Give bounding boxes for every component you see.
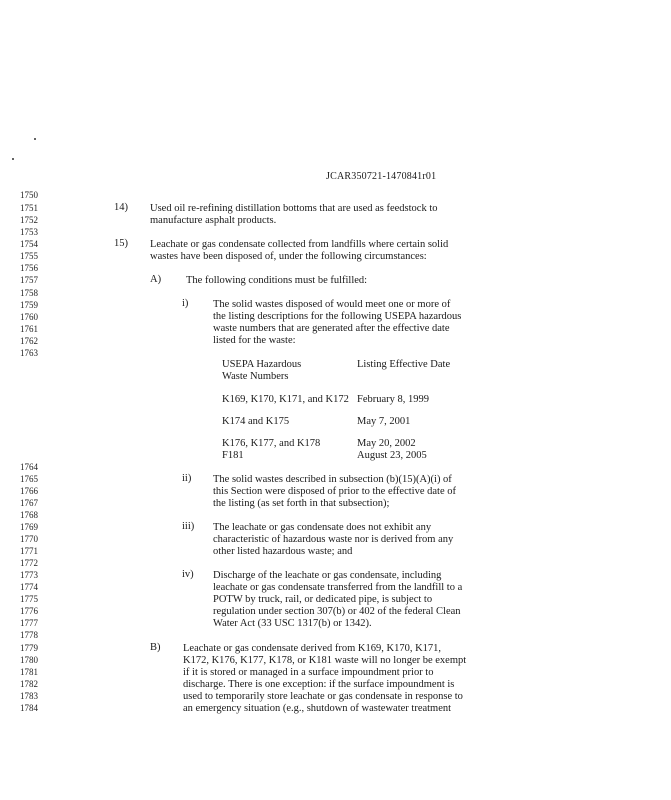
clause-text-iv-line-5: Water Act (33 USC 1317(b) or 1342).: [213, 618, 372, 629]
document-header: JCAR350721-1470841r01: [326, 171, 437, 182]
item-text-14-line-2: manufacture asphalt products.: [150, 215, 277, 226]
line-number: 1771: [20, 546, 38, 556]
subitem-label-B: B): [150, 642, 161, 653]
clause-text-ii-line-1: The solid wastes described in subsection (b)(15)(A)(i) of: [213, 474, 452, 485]
subitem-label-A: A): [150, 274, 162, 285]
line-number: 1752: [20, 215, 38, 225]
line-number: 1759: [20, 300, 38, 310]
line-number: 1776: [20, 606, 38, 616]
line-number: 1782: [20, 679, 38, 689]
clause-text-ii-line-3: the listing (as set forth in that subsection);: [213, 498, 390, 509]
subitem-text-A: The following conditions must be fulfilled:: [186, 275, 368, 286]
line-number: 1755: [20, 251, 38, 261]
clause-text-i-line-1: The solid wastes disposed of would meet one or more of: [213, 299, 451, 310]
clause-text-ii-line-2: this Section were disposed of prior to the effective date of: [213, 486, 456, 497]
clause-label-iii: iii): [182, 521, 195, 532]
line-number: 1772: [20, 558, 38, 568]
table-cell-codes: F181: [222, 450, 244, 461]
line-number: 1760: [20, 312, 38, 322]
clause-text-iv-line-1: Discharge of the leachate or gas condensate, including: [213, 570, 442, 581]
clause-text-iv-line-3: POTW by truck, rail, or dedicated pipe, is subject to: [213, 594, 433, 605]
clause-text-iii-line-3: other listed hazardous waste; and: [213, 546, 353, 557]
line-number: 1762: [20, 336, 38, 346]
subitem-text-B-line-5: used to temporarily store leachate or gas condensate in response to: [183, 691, 463, 702]
clause-text-i-line-2: the listing descriptions for the following USEPA hazardous: [213, 311, 462, 322]
table-cell-codes: K176, K177, and K178: [222, 438, 321, 449]
clause-text-iii-line-2: characteristic of hazardous waste nor is derived from any: [213, 534, 454, 545]
subitem-text-B-line-2: K172, K176, K177, K178, or K181 waste will no longer be exempt: [183, 655, 467, 666]
line-number: 1758: [20, 288, 38, 298]
clause-label-i: i): [182, 298, 189, 309]
line-number: 1781: [20, 667, 38, 677]
line-number: 1757: [20, 275, 38, 285]
line-number: 1775: [20, 594, 38, 604]
line-number: 1753: [20, 227, 38, 237]
table-cell-date: May 7, 2001: [357, 416, 411, 427]
subitem-text-B-line-6: an emergency situation (e.g., shutdown of wastewater treatment: [183, 703, 452, 714]
item-text-15-line-2: wastes have been disposed of, under the following circumstances:: [150, 251, 427, 262]
line-number: 1764: [20, 462, 38, 472]
clause-text-iv-line-4: regulation under section 307(b) or 402 of the federal Clean: [213, 606, 461, 617]
clause-text-i-line-3: waste numbers that are generated after the effective date: [213, 323, 450, 334]
item-label-14: 14): [114, 202, 128, 213]
clause-text-iv-line-2: leachate or gas condensate transferred from the landfill to a: [213, 582, 463, 593]
subitem-text-B-line-3: if it is stored or managed in a surface impoundment prior to: [183, 667, 434, 678]
line-number: 1777: [20, 618, 38, 628]
line-number: 1768: [20, 510, 38, 520]
line-number: 1767: [20, 498, 38, 508]
subitem-text-B-line-1: Leachate or gas condensate derived from K169, K170, K171,: [183, 643, 442, 654]
table-header-codes-line-2: Waste Numbers: [222, 371, 289, 382]
line-number: 1769: [20, 522, 38, 532]
scan-mark: [34, 138, 36, 140]
clause-text-iii-line-1: The leachate or gas condensate does not exhibit any: [213, 522, 432, 533]
line-number: 1765: [20, 474, 38, 484]
table-header-date: Listing Effective Date: [357, 359, 451, 370]
line-number: 1783: [20, 691, 38, 701]
line-number: 1770: [20, 534, 38, 544]
line-number: 1773: [20, 570, 38, 580]
clause-text-i-line-4: listed for the waste:: [213, 335, 296, 346]
line-number: 1761: [20, 324, 38, 334]
table-cell-date: August 23, 2005: [357, 450, 427, 461]
table-cell-date: May 20, 2002: [357, 438, 416, 449]
table-cell-codes: K169, K170, K171, and K172: [222, 394, 349, 405]
line-number: 1784: [20, 703, 38, 713]
item-text-15-line-1: Leachate or gas condensate collected from landfills where certain solid: [150, 239, 449, 250]
line-number: 1780: [20, 655, 38, 665]
table-cell-codes: K174 and K175: [222, 416, 290, 427]
item-label-15: 15): [114, 238, 128, 249]
line-number: 1763: [20, 348, 38, 358]
line-number: 1754: [20, 239, 38, 249]
line-number: 1774: [20, 582, 38, 592]
line-number: 1778: [20, 630, 38, 640]
subitem-text-B-line-4: discharge. There is one exception: if the surface impoundment is: [183, 679, 455, 690]
line-number: 1751: [20, 203, 38, 213]
table-header-codes: USEPA Hazardous: [222, 359, 302, 370]
scan-mark: [12, 158, 14, 160]
clause-label-iv: iv): [182, 569, 194, 580]
clause-label-ii: ii): [182, 473, 192, 484]
line-number: 1766: [20, 486, 38, 496]
table-cell-date: February 8, 1999: [357, 394, 430, 405]
line-number: 1756: [20, 263, 38, 273]
line-number: 1750: [20, 190, 38, 200]
item-text-14-line-1: Used oil re-refining distillation bottoms that are used as feedstock to: [150, 203, 438, 214]
line-number: 1779: [20, 643, 38, 653]
